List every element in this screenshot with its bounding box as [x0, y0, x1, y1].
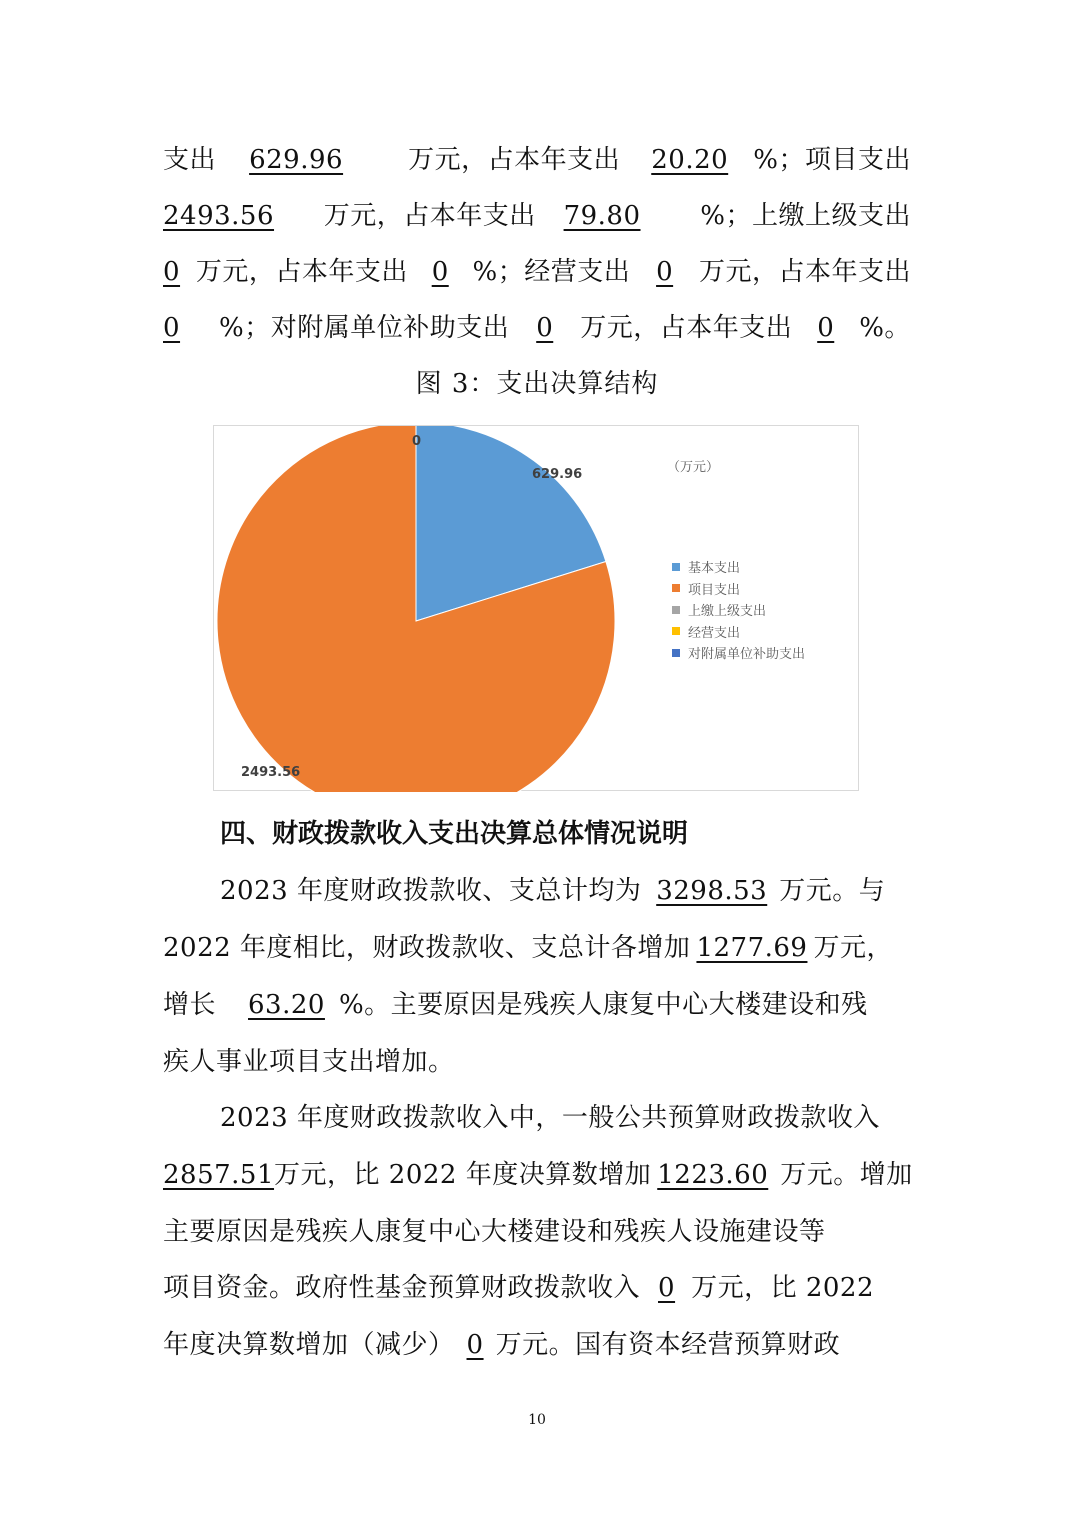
- pie-chart: [213, 425, 859, 791]
- para1-line3: [163, 255, 911, 289]
- value-growth: 63.20: [248, 990, 325, 1020]
- legend-swatch: [672, 649, 680, 657]
- text: %。: [859, 313, 911, 343]
- para2-line4: 疾人事业项目支出增加。: [163, 1047, 455, 1077]
- para2-line3: [163, 988, 911, 1022]
- value-project-pct: 79.80: [563, 201, 641, 231]
- para1-line2: [163, 199, 911, 233]
- text: %；项目支出: [753, 145, 911, 175]
- value-increase: 1277.69: [696, 933, 808, 963]
- para3-line2: [163, 1158, 911, 1192]
- para1-line1: [163, 143, 911, 177]
- data-label-zero: 0: [412, 434, 422, 449]
- text: 万元，占本年支出: [580, 313, 793, 343]
- text: 万元，占本年支出: [323, 201, 536, 231]
- legend-label: 经营支出: [688, 625, 741, 641]
- value-subsidiary-pct: 0: [817, 313, 835, 343]
- legend-label: 对附属单位补助支出: [688, 647, 806, 663]
- text: %；对附属单位补助支出: [219, 313, 510, 343]
- value-fund-change: 0: [466, 1330, 484, 1360]
- text: 项目资金。政府性基金预算财政拨款收入: [163, 1273, 641, 1303]
- value-upper-pct: 0: [431, 257, 449, 287]
- text: %。主要原因是残疾人康复中心大楼建设和残: [338, 990, 868, 1020]
- value-general-budget: 2857.51: [163, 1160, 275, 1190]
- value-general-increase: 1223.60: [657, 1160, 769, 1190]
- text: 年度决算数增加（减少）: [163, 1330, 455, 1360]
- text: 支出: [163, 145, 217, 175]
- text: 万元，比 2022 年度决算数增加: [274, 1160, 652, 1190]
- legend-swatch: [672, 627, 680, 635]
- value-basic-expense: 629.96: [249, 145, 344, 175]
- page-number: 10: [528, 1412, 546, 1428]
- value-basic-pct: 20.20: [651, 145, 729, 175]
- text: 万元。国有资本经营预算财政: [495, 1330, 841, 1360]
- text: %；上缴上级支出: [700, 201, 911, 231]
- para3-line5: [163, 1328, 911, 1362]
- para3-line1: 2023 年度财政拨款收入中，一般公共预算财政拨款收入: [220, 1103, 880, 1133]
- figure-caption: 图 3：支出决算结构: [415, 369, 659, 399]
- legend-label: 上缴上级支出: [688, 604, 767, 620]
- chart-legend: [672, 556, 805, 664]
- legend-item: [672, 642, 805, 664]
- data-label-basic: 629.96: [532, 467, 583, 482]
- text: 万元，占本年支出: [698, 257, 911, 287]
- legend-swatch: [672, 584, 680, 592]
- legend-item: [672, 578, 805, 600]
- text: 增长: [163, 990, 217, 1020]
- text: 万元，: [813, 933, 893, 963]
- para3-line3: 主要原因是残疾人康复中心大楼建设和残疾人设施建设等: [163, 1217, 826, 1247]
- value-subsidiary: 0: [536, 313, 554, 343]
- value-upper: 0: [163, 257, 181, 287]
- value-operating-pct: 0: [163, 313, 181, 343]
- text: 万元，占本年支出: [195, 257, 408, 287]
- para1-line4: [163, 311, 911, 345]
- text: 万元。增加: [780, 1160, 913, 1190]
- legend-item: [672, 599, 805, 621]
- text: %；经营支出: [472, 257, 631, 287]
- legend-swatch: [672, 563, 680, 571]
- data-label-project: 2493.56: [241, 765, 301, 780]
- unit-label: （万元）: [667, 460, 720, 475]
- section-heading: 四、财政拨款收入支出决算总体情况说明: [220, 819, 689, 849]
- value-fund-budget: 0: [658, 1273, 676, 1303]
- text: 2023 年度财政拨款收、支总计均为: [220, 876, 642, 906]
- value-operating: 0: [656, 257, 674, 287]
- legend-item: [672, 621, 805, 643]
- legend-label: 项目支出: [688, 582, 741, 598]
- legend-swatch: [672, 606, 680, 614]
- text: 万元，占本年支出: [408, 145, 621, 175]
- para3-line4: [163, 1271, 911, 1305]
- text: 2022 年度相比，财政拨款收、支总计各增加: [163, 933, 691, 963]
- text: 万元。与: [779, 876, 886, 906]
- legend-item: [672, 556, 805, 578]
- text: 万元，比 2022: [691, 1273, 874, 1303]
- legend-label: 基本支出: [688, 561, 741, 577]
- value-total: 3298.53: [656, 876, 768, 906]
- value-project-expense: 2493.56: [163, 201, 275, 231]
- para2-line2: [163, 931, 911, 965]
- para2-line1: [220, 874, 911, 908]
